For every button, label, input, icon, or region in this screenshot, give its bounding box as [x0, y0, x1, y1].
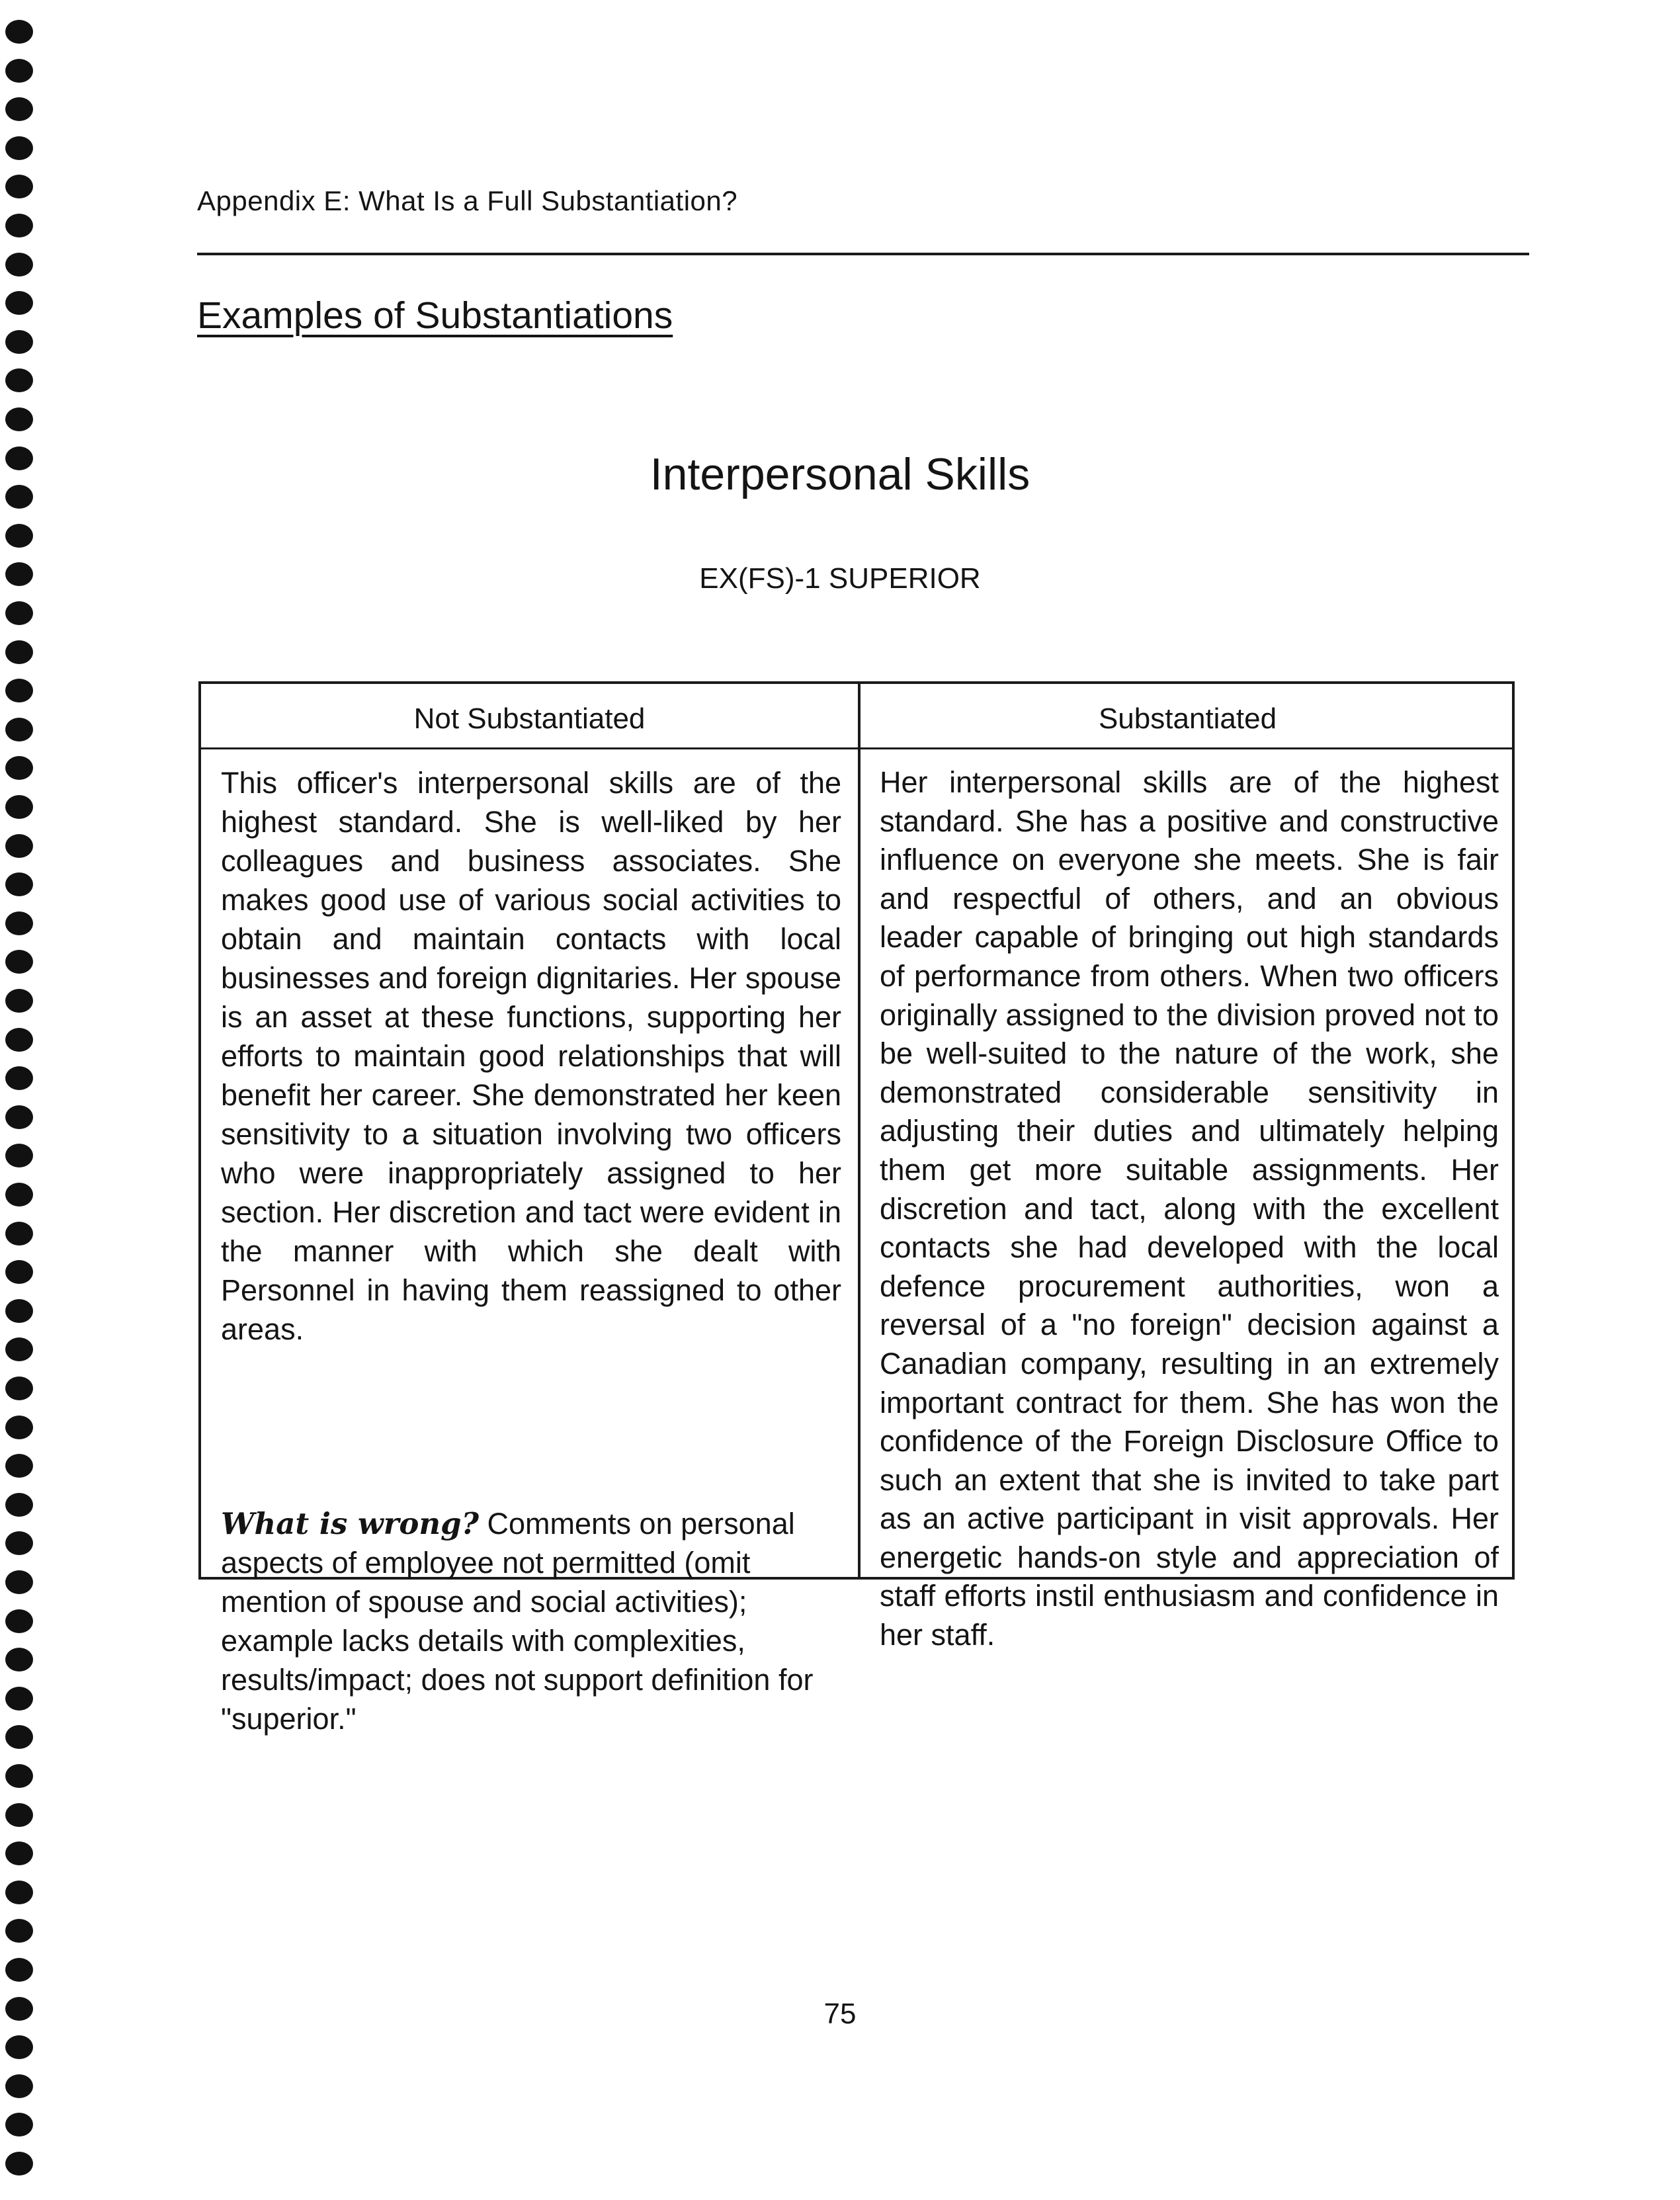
- binding-hole: [5, 1299, 33, 1323]
- binding-hole: [5, 1841, 33, 1865]
- running-head: Appendix E: What Is a Full Substantiation?: [197, 185, 738, 216]
- section-title: Examples of Substantiations: [197, 294, 673, 337]
- binding-hole: [5, 59, 33, 83]
- binding-hole: [5, 175, 33, 198]
- binding-hole: [5, 1493, 33, 1517]
- binding-hole: [5, 911, 33, 935]
- binding-hole: [5, 1687, 33, 1711]
- binding-hole: [5, 795, 33, 819]
- binding-hole: [5, 1648, 33, 1671]
- binding-hole: [5, 1570, 33, 1594]
- binding-hole: [5, 1222, 33, 1246]
- column-header-substantiated: Substantiated: [1098, 702, 1277, 735]
- binding-hole: [5, 524, 33, 548]
- binding-hole: [5, 1337, 33, 1361]
- substantiation-table: [198, 681, 1515, 1736]
- binding-hole: [5, 950, 33, 974]
- page-heading: Interpersonal Skills: [650, 449, 1030, 499]
- binding-hole: [5, 872, 33, 896]
- header-rule: [197, 253, 1529, 255]
- binding-hole: [5, 214, 33, 237]
- binding-hole: [5, 718, 33, 741]
- binding-hole: [5, 679, 33, 702]
- critique-note: [221, 1504, 841, 1738]
- binding-hole: [5, 1919, 33, 1943]
- binding-hole: [5, 1958, 33, 1982]
- binding-hole: [5, 2113, 33, 2137]
- binding-hole: [5, 1803, 33, 1827]
- binding-hole: [5, 601, 33, 625]
- binding-hole: [5, 1260, 33, 1284]
- binding-hole: [5, 253, 33, 276]
- substantiated-text: Her interpersonal skills are of the highest standard. She has a positive and constructive influence on everyone she meets. She is fair and respectful of others, and an obvious leader capable of bringing out high standards of performance from others. When two officers originally assigned to the division proved not to be well-suited to the nature of the work, she demonstrated considerable sensitivity in adjusting their duties and ultimately helping them get more suitable assignments. Her discretion and tact, along with the excellent contacts she had developed with the local defence procurement authorities, won a reversal of a "no foreign" decision against a Canadian company, resulting in an extremely important contract for them. She has won the confidence of the Foreign Disclosure Office to such an extent that she is invited to take part as an active participant in visit approvals. Her energetic hands-on style and appreciation of staff efforts instil enthusiasm and confidence in her staff.: [880, 765, 1499, 1652]
- column-divider: [858, 684, 861, 1577]
- binding-hole: [5, 97, 33, 121]
- binding-hole: [5, 1881, 33, 1904]
- subheading: EX(FS)-1 SUPERIOR: [699, 562, 981, 595]
- binding-hole: [5, 1454, 33, 1478]
- binding-hole: [5, 291, 33, 315]
- binding-hole: [5, 407, 33, 431]
- page-number: 75: [823, 1998, 857, 2030]
- binding-hole: [5, 989, 33, 1013]
- binding-hole: [5, 1531, 33, 1555]
- critique-label: What is wrong?: [221, 1506, 479, 1541]
- binding-hole: [5, 20, 33, 44]
- header-divider: [201, 747, 1512, 749]
- binding-hole: [5, 2152, 33, 2176]
- critique-text: Comments on personal aspects of employee not permitted (omit mention of spouse and social activities); example lacks details with complexities, results/impact; does not support definition for "superior.": [221, 1507, 814, 1736]
- binding-hole: [5, 1183, 33, 1206]
- binding-hole: [5, 1028, 33, 1052]
- column-header-not-substantiated: Not Substantiated: [413, 702, 646, 735]
- binding-hole: [5, 2035, 33, 2059]
- binding-hole: [5, 756, 33, 780]
- binding-hole: [5, 1725, 33, 1749]
- binding-hole: [5, 1105, 33, 1129]
- binding-hole: [5, 1416, 33, 1439]
- binding-hole: [5, 640, 33, 664]
- binding-hole: [5, 834, 33, 858]
- not-substantiated-text: This officer's interpersonal skills are of the highest standard. She is well-liked by her colleagues and business associates. She makes good use of various social activities to obtain and maintain contacts with local businesses and foreign dignitaries. Her spouse is an asset at these functions, supporting her efforts to maintain good relationships that will benefit her career. She demonstrated her keen sensitivity to a situation involving two officers who were inappropriately assigned to her section. Her discretion and tact were evident in the manner with which she dealt with Personnel in having them reassigned to other areas.: [221, 766, 841, 1346]
- binding-hole: [5, 136, 33, 160]
- binding-hole: [5, 368, 33, 392]
- binding-hole: [5, 1066, 33, 1090]
- binding-hole: [5, 1764, 33, 1788]
- binding-hole: [5, 330, 33, 354]
- binding-hole: [5, 1376, 33, 1400]
- binding-holes: [4, 20, 37, 2196]
- binding-hole: [5, 1144, 33, 1167]
- binding-hole: [5, 2074, 33, 2098]
- binding-hole: [5, 1609, 33, 1633]
